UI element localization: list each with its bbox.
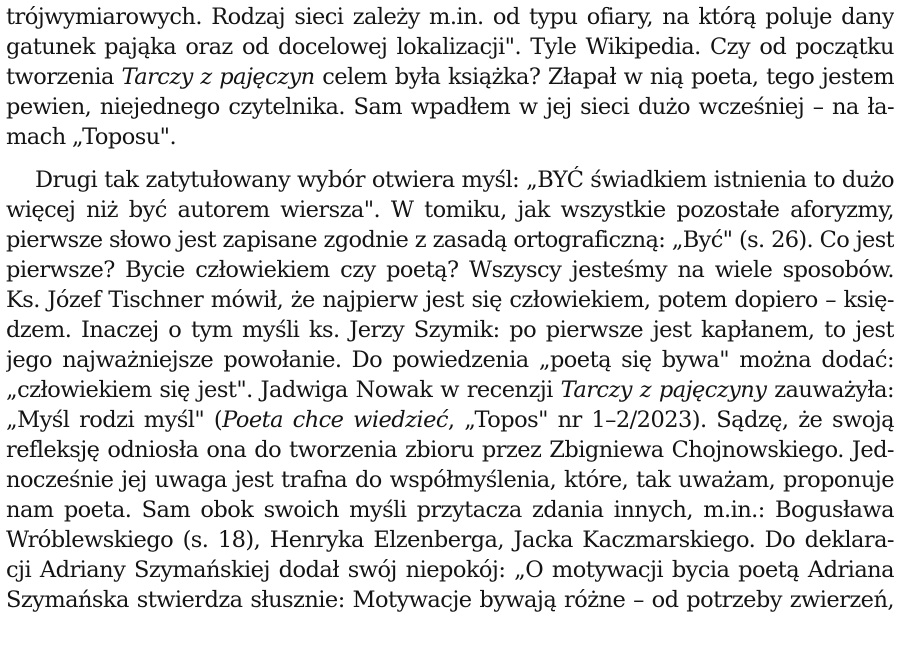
text-span: celem była książka? Złapał w nią poeta, tego jestem	[314, 64, 894, 90]
text-span: pierwsze słowo jest zapisane zgodnie z zasadą ortograficzną: „Być" (s. 26). Co jest	[6, 227, 894, 253]
text-span: nocześnie jej uwaga jest trafna do współmyślenia, które, tak uważam, proponuje	[6, 467, 894, 493]
text-span: Wróblewskiego (s. 18), Henryka Elzenberga, Jacka Kaczmarskiego. Do deklara-	[6, 527, 894, 553]
text-line	[6, 345, 894, 375]
text-line	[6, 225, 894, 255]
text-line	[6, 122, 894, 152]
text-span: pewien, niejednego czytelnika. Sam wpadłem w jej sieci dużo wcześniej – na ła-	[6, 94, 894, 120]
text-line	[6, 285, 894, 315]
text-span: Szymańska stwierdza słusznie: Motywacje bywają różne – od potrzeby zwierzeń,	[6, 587, 894, 613]
text-span: nam poeta. Sam obok swoich myśli przytacza zdania innych, m.in.: Bogusława	[6, 497, 894, 523]
text-line	[6, 585, 894, 615]
text-span: „Myśl rodzi myśl" (	[6, 407, 223, 433]
text-line	[35, 165, 894, 195]
text-line	[6, 2, 894, 32]
text-span: Ks. Józef Tischner mówił, że najpierw jest się człowiekiem, potem dopiero – księ-	[6, 287, 894, 313]
text-line	[6, 255, 894, 285]
text-line	[6, 405, 894, 435]
text-span: więcej niż być autorem wiersza". W tomiku, jak wszystkie pozostałe aforyzmy,	[6, 197, 894, 223]
text-span: tworzenia	[6, 64, 122, 90]
text-line	[6, 32, 894, 62]
text-span: gatunek pająka oraz od docelowej lokalizacji". Tyle Wikipedia. Czy od początku	[6, 34, 894, 60]
text-line	[6, 62, 894, 92]
text-span: Drugi tak zatytułowany wybór otwiera myśl: „BYĆ świadkiem istnienia to dużo	[35, 167, 894, 193]
text-span: cji Adriany Szymańskiej dodał swój niepokój: „O motywacji bycia poetą Adriana	[6, 557, 894, 583]
text-line	[6, 555, 894, 585]
text-span: trójwymiarowych. Rodzaj sieci zależy m.in. od typu ofiary, na którą poluje dany	[6, 4, 894, 30]
italic-title: Tarczy z pajęczyny	[560, 377, 767, 403]
text-span: zauważyła:	[766, 377, 894, 403]
text-line	[6, 435, 894, 465]
text-span: mach „Toposu".	[6, 124, 177, 150]
text-line	[6, 195, 894, 225]
italic-title: Poeta chce wiedzieć	[222, 407, 448, 433]
text-span: refleksję odniosła ona do tworzenia zbioru przez Zbigniewa Chojnowskiego. Jed-	[6, 437, 894, 463]
text-span: dzem. Inaczej o tym myśli ks. Jerzy Szymik: po pierwsze jest kapłanem, to jest	[6, 317, 894, 343]
text-line	[6, 525, 894, 555]
text-line	[6, 495, 894, 525]
text-span: , „Topos" nr 1–2/2023). Sądzę, że swoją	[447, 407, 894, 433]
text-span: „człowiekiem się jest". Jadwiga Nowak w recenzji	[6, 377, 561, 403]
text-span: jego najważniejsze powołanie. Do powiedzenia „poetą się bywa" można dodać:	[6, 347, 894, 373]
text-line	[6, 375, 894, 405]
text-span: pierwsze? Bycie człowiekiem czy poetą? Wszyscy jesteśmy na wiele sposobów.	[6, 257, 894, 283]
italic-title: Tarczy z pajęczyn	[121, 64, 315, 90]
text-line	[6, 465, 894, 495]
text-line	[6, 315, 894, 345]
text-line	[6, 92, 894, 122]
